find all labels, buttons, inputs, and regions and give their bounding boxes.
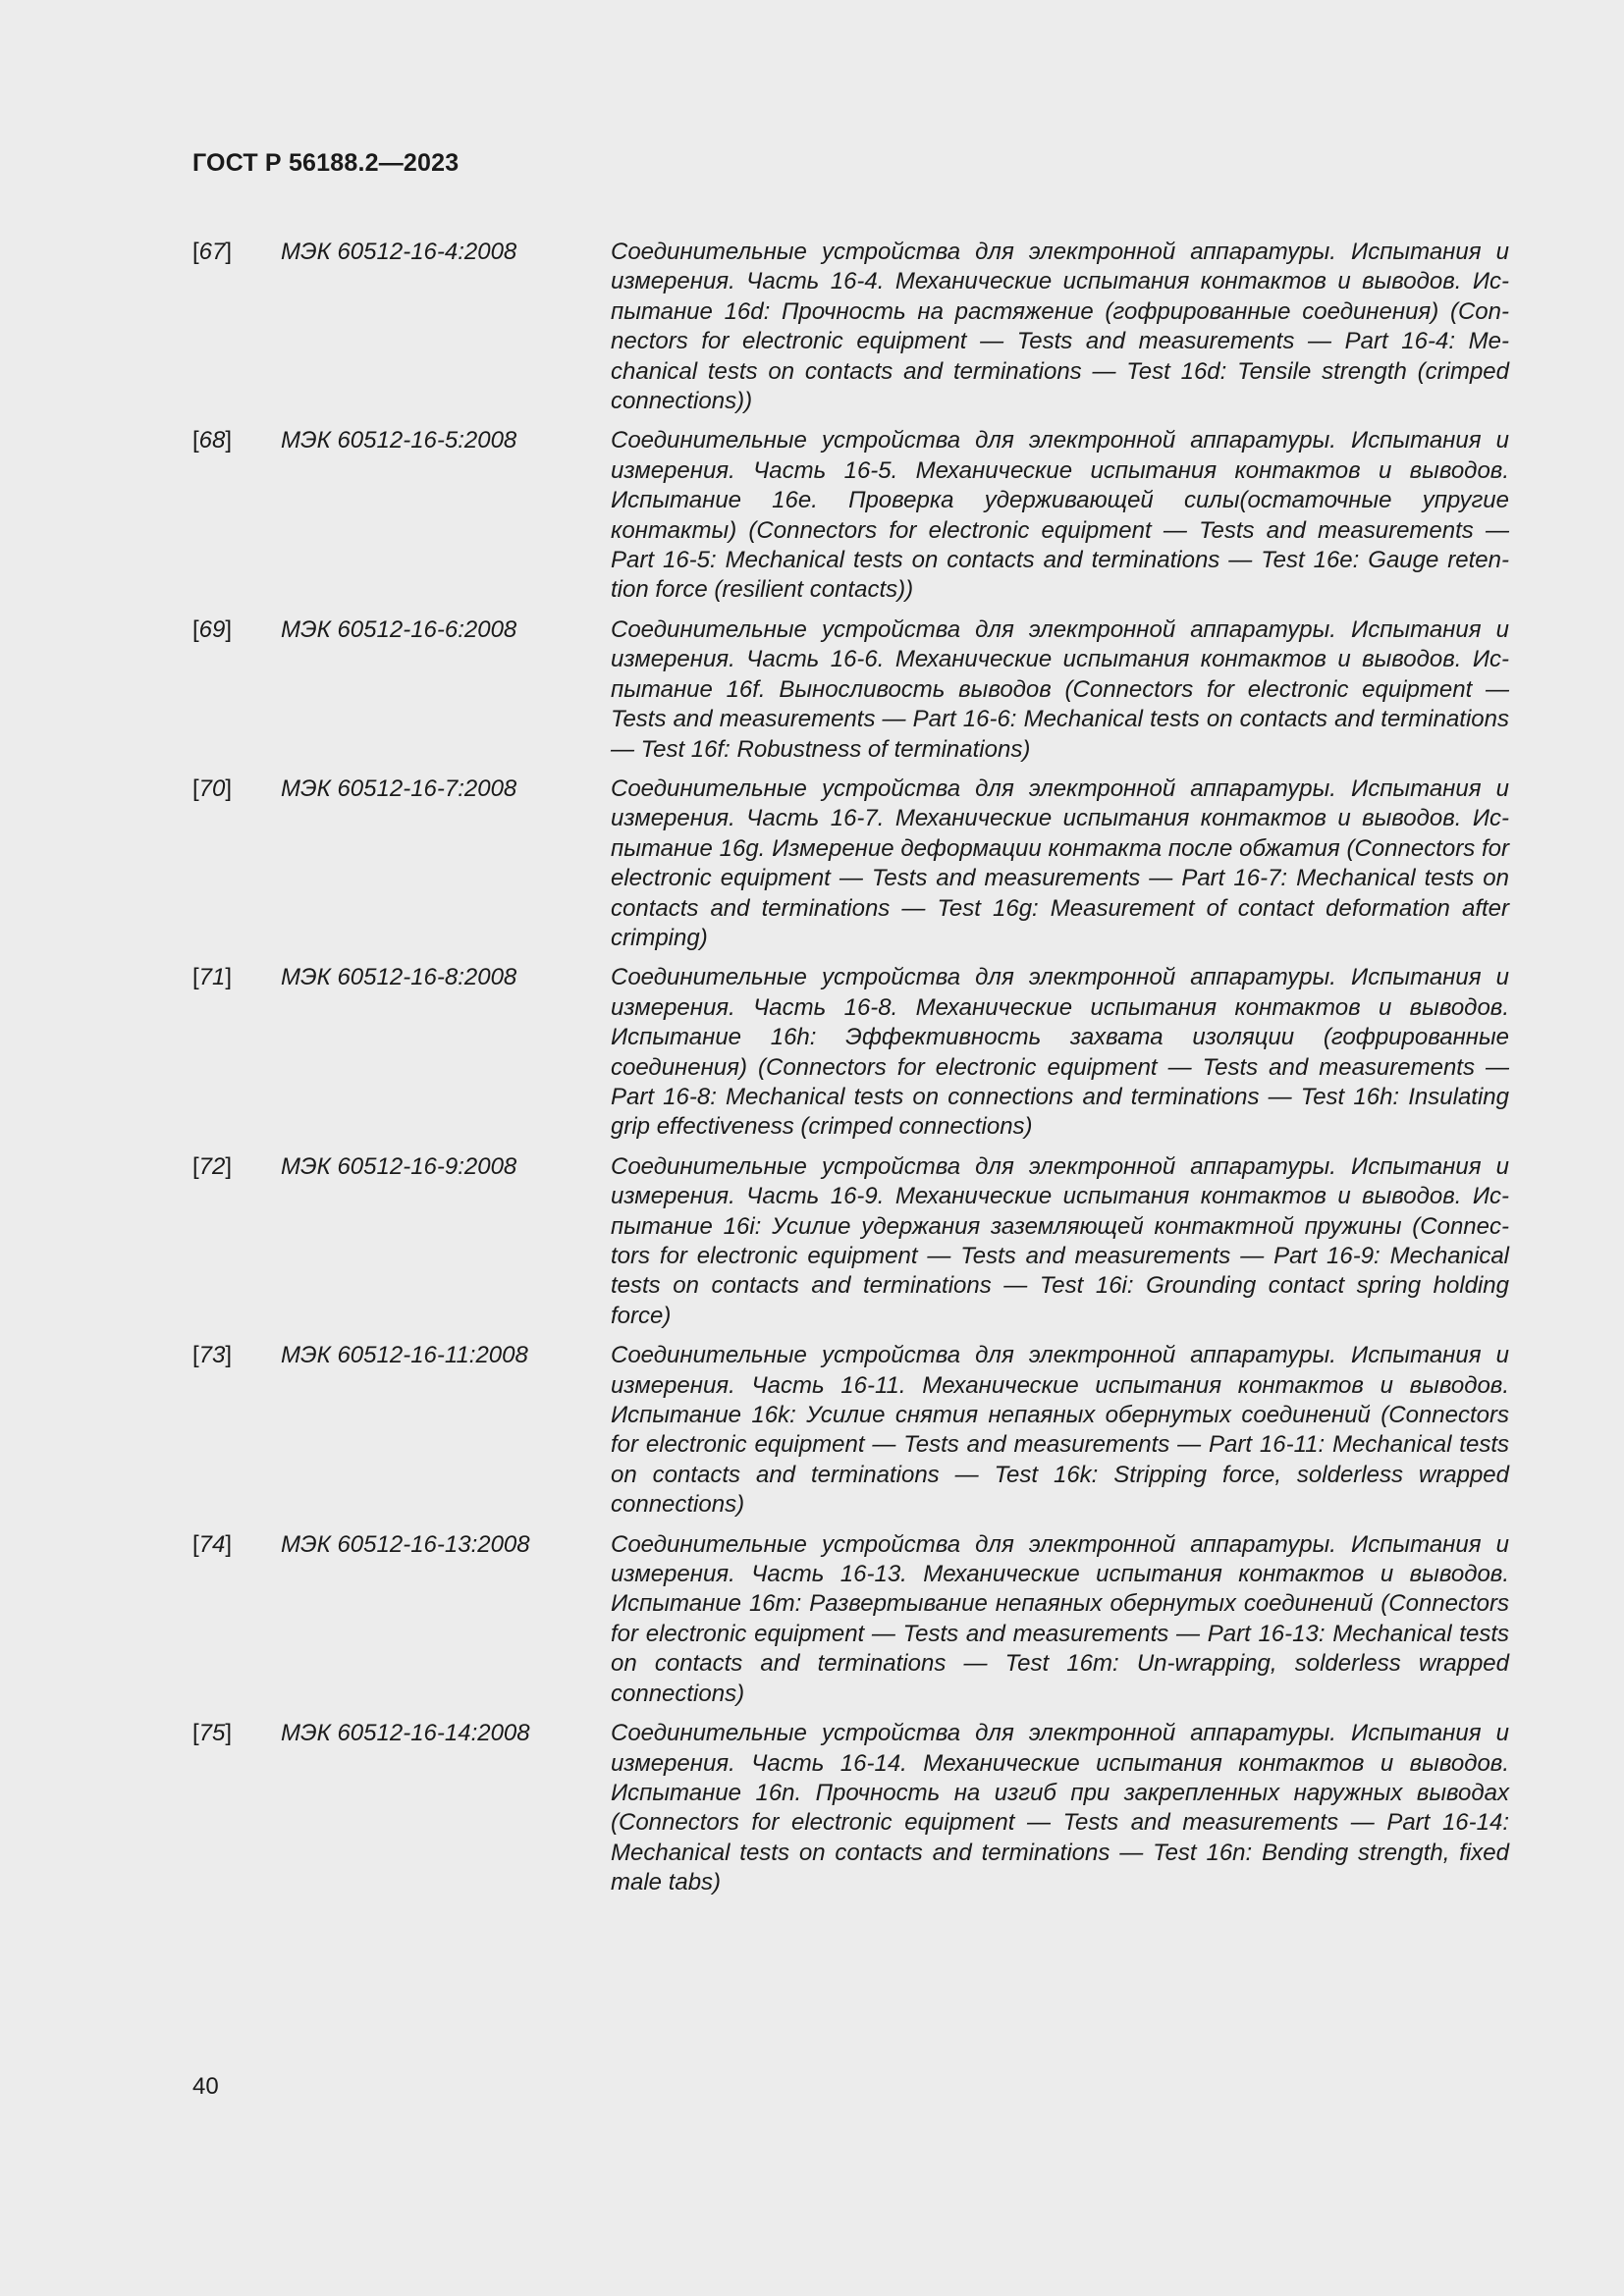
reference-number: [70] (192, 774, 233, 802)
reference-item (192, 1152, 1509, 1331)
document-header: ГОСТ Р 56188.2—2023 (192, 149, 460, 177)
reference-number: [75] (192, 1720, 233, 1747)
reference-item (192, 774, 1509, 953)
reference-item (192, 238, 1509, 416)
reference-title: Соединительные устройства для электронной аппаратуры. Испытания и измерения. Часть 16-7. Механические испытания контактов и выводов. Испытание 16g. Измерение деформации контакта после обжатия (Connectors for electronic equipment — Tests and measurements — Part 16-7: Mechanical tests on contacts and terminations — Test 16g: Measurement of contact deformation after crimping) (611, 774, 1509, 951)
reference-item (192, 963, 1509, 1142)
reference-item (192, 1341, 1509, 1520)
reference-title: Соединительные устройства для электронной аппаратуры. Испытания и измерения. Часть 16-11. Механические испытания контактов и выводов. Испытание 16k: Усилие снятия непаяных обернутых соединений (Connectors for electronic equipment — Tests and measurements — Part 16-11: Mechanical tests on contacts and terminations — Test 16k: Stripping force, solderless wrapped connections) (611, 1342, 1509, 1519)
reference-title: Соединительные устройства для электронной аппаратуры. Испытания и измерения. Часть 16-14. Механические испытания контактов и выводов. Испытание 16n. Прочность на изгиб при закрепленных наружных выводах (Connectors for electronic equipment — Tests and measurements — Part 16-14: Mechanical tests on contacts and terminations — Test 16n: Bending strength, fixed male tabs) (611, 1720, 1509, 1896)
reference-number: [74] (192, 1530, 233, 1558)
reference-title: Соединительные устройства для электронной аппаратуры. Испытания и измерения. Часть 16-13. Механические испытания контактов и выводов. Испытание 16m: Развертывание непаяных обернутых соединений (Connectors for electronic equipment — Tests and measurements — Part 16-13: Mechanical tests on contacts and terminations — Test 16m: Un-wrapping, solderless wrapped connections) (611, 1530, 1509, 1707)
reference-code: МЭК 60512-16-6:2008 (281, 615, 517, 643)
reference-title: Соединительные устройства для электронной аппаратуры. Испытания и измерения. Часть 16-6. Механические испытания контактов и выводов. Испытание 16f. Выносливость выводов (Connectors for electronic equipment — Tests and measurements — Part 16-6: Mechanical tests on contacts and terminations — Test 16f: Robustness of terminations) (611, 615, 1509, 763)
reference-item (192, 426, 1509, 605)
reference-title: Соединительные устройства для электронной аппаратуры. Испытания и измерения. Часть 16-5. Механические испытания контактов и выводов. Испытание 16e. Проверка удерживающей силы(остаточные упругие контакты) (Connectors for electronic equipment — Tests and measurements — Part 16-5: Mechanical tests on contacts and terminations — Test 16e: Gauge retention force (resilient contacts)) (611, 427, 1509, 604)
reference-list (192, 238, 1509, 1908)
reference-item (192, 1530, 1509, 1709)
page-number: 40 (192, 2073, 219, 2100)
reference-code: МЭК 60512-16-13:2008 (281, 1530, 530, 1558)
reference-number: [69] (192, 615, 233, 643)
reference-item (192, 1719, 1509, 1897)
reference-number: [68] (192, 427, 233, 454)
reference-code: МЭК 60512-16-4:2008 (281, 239, 517, 265)
reference-title: Соединительные устройства для электронной аппаратуры. Испытания и измерения. Часть 16-9. Механические испытания контактов и выводов. Испытание 16i: Усилие удержания заземляющей контактной пружины (Connectors for electronic equipment — Tests and measurements — Part 16-9: Mechanical tests on contacts and terminations — Test 16i: Grounding contact spring holding force) (611, 1152, 1509, 1329)
reference-code: МЭК 60512-16-9:2008 (281, 1152, 517, 1180)
reference-code: МЭК 60512-16-8:2008 (281, 964, 517, 991)
reference-number: [72] (192, 1152, 233, 1180)
reference-item (192, 615, 1509, 765)
reference-number: [73] (192, 1342, 233, 1369)
reference-number: [71] (192, 964, 233, 991)
reference-code: МЭК 60512-16-7:2008 (281, 774, 517, 802)
reference-number: [67] (192, 239, 233, 265)
reference-title: Соединительные устройства для электронной аппаратуры. Испытания и измерения. Часть 16-8. Механические испытания контактов и выводов. Испытание 16h: Эффективность захвата изоляции (гофрированные соединения) (Connectors for electronic equipment — Tests and measurements — Part 16-8: Mechanical tests on connections and terminations — Test 16h: Insulating grip effectiveness (crimped connections) (611, 964, 1509, 1141)
reference-code: МЭК 60512-16-11:2008 (281, 1342, 528, 1369)
reference-code: МЭК 60512-16-5:2008 (281, 427, 517, 454)
reference-code: МЭК 60512-16-14:2008 (281, 1720, 530, 1747)
reference-title: Соединительные устройства для электронной аппаратуры. Испытания и измерения. Часть 16-4. Механические испытания контактов и выводов. Испытание 16d: Прочность на растяжение (гофрированные соединения) (Connectors for electronic equipment — Tests and measurements — Part 16-4: Mechanical tests on contacts and terminations — Test 16d: Tensile strength (crimped connections)) (611, 239, 1509, 415)
